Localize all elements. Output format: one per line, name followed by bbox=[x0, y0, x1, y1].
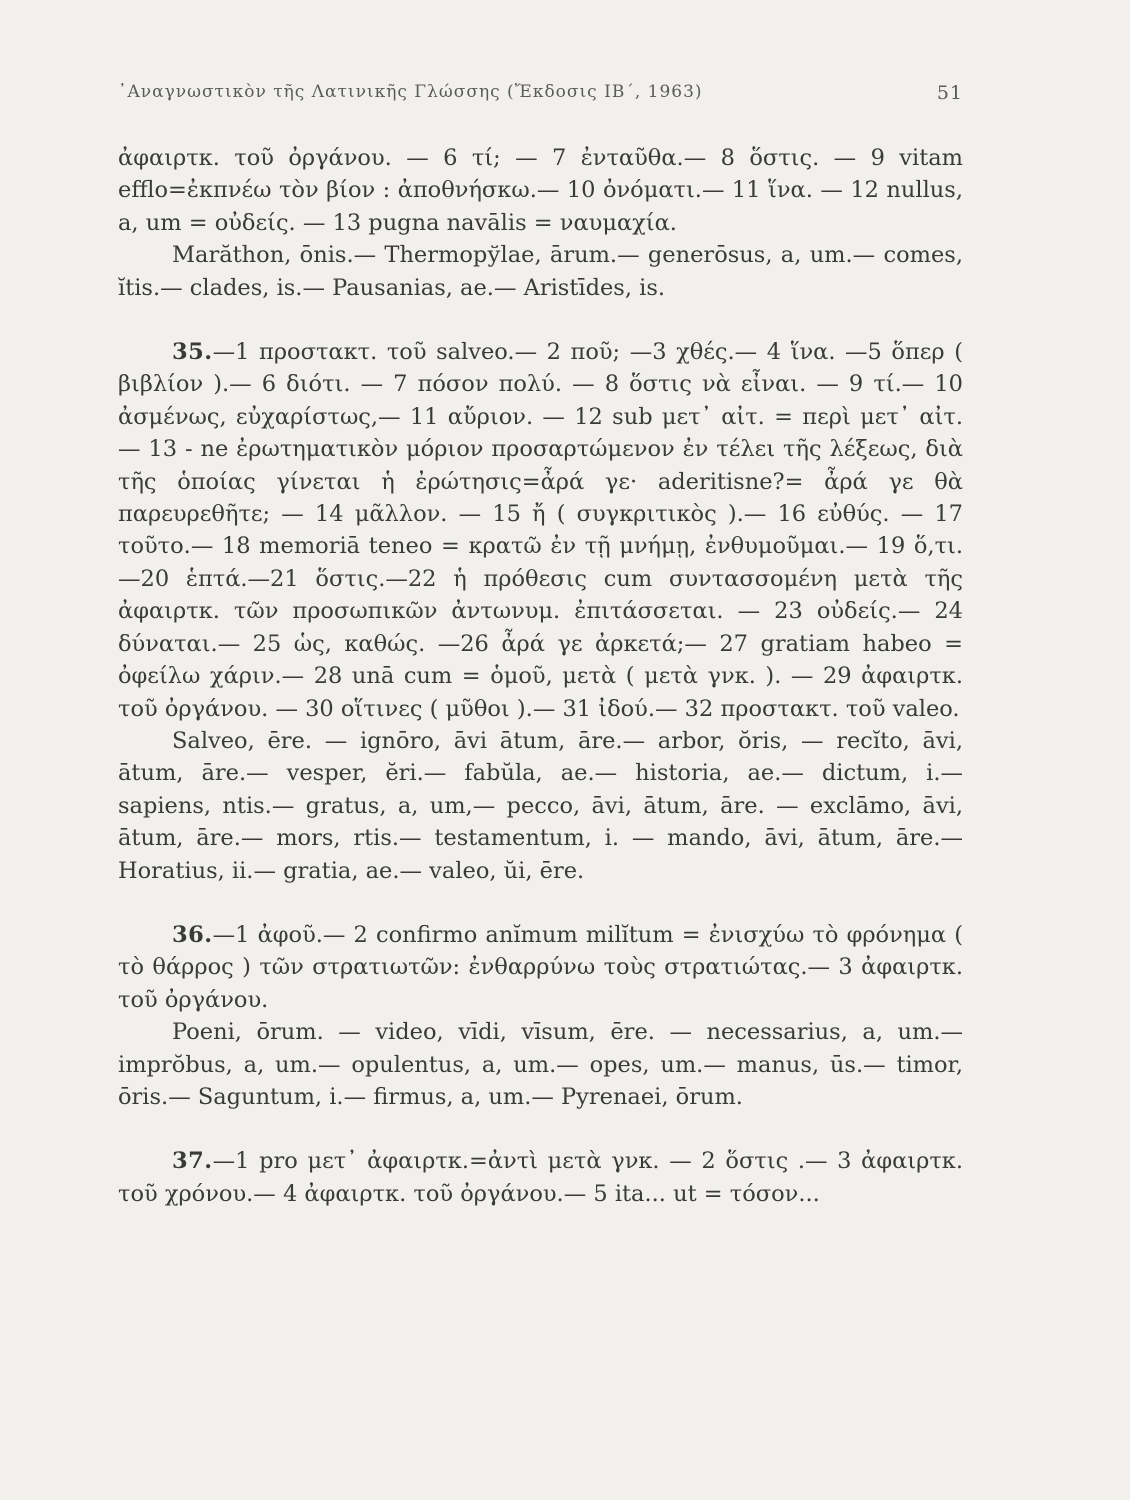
page-number: 51 bbox=[936, 82, 963, 104]
page-body bbox=[118, 142, 963, 1210]
section-35-notes bbox=[118, 336, 963, 725]
section-36-number: 36. bbox=[172, 921, 213, 948]
section-gap bbox=[118, 1113, 963, 1145]
section-gap bbox=[118, 304, 963, 336]
section-37-notes bbox=[118, 1145, 963, 1210]
running-title: ᾿Αναγνωστικὸν τῆς Λατινικῆς Γλώσσης (Ἔκδοσις ΙΒ΄, 1963) bbox=[118, 82, 703, 102]
section-36-notes bbox=[118, 919, 963, 1016]
section-35-number: 35. bbox=[172, 339, 213, 366]
section-36-vocabulary: Poeni, ōrum. — video, vīdi, vīsum, ēre. — necessarius, a, um.—imprŏbus, a, um.— opulentus, a, um.— opes, um.— manus, ūs.— timor, ōris.— Saguntum, i.— firmus, a, um.— Pyrenaei, ōrum. bbox=[118, 1019, 963, 1110]
section-35-vocabulary: Salveo, ēre. — ignōro, āvi ātum, āre.— arbor, ŏris, — recĭto, āvi, ātum, āre.— vesper, ĕri.— fabŭla, ae.— historia, ae.— dictum, i.— sapiens, ntis.— gratus, a, um,— pecco, āvi, ātum, āre. — exclāmo, āvi, ātum, āre.— mors, rtis.— testamentum, i. — mando, āvi, ātum, āre.— Horatius, ii.— gratia, ae.— valeo, ŭi, ēre. bbox=[118, 727, 963, 884]
section-36-notes-text: —1 ἀφοῦ.— 2 confirmo anĭmum milĭtum = ἐνισχύω τὸ φρόνημα ( τὸ θάρρος ) τῶν στρατιωτῶν: ἐνθαρρύνω τοὺς στρατιώτας.— 3 ἀφαιρτκ. τοῦ ὀργάνου. bbox=[118, 921, 963, 1013]
section-34-vocabulary: Marăthon, ōnis.— Thermopўlae, ārum.— generōsus, a, um.— comes, ĭtis.— clades, is.— Pausanias, ae.— Aristīdes, is. bbox=[118, 242, 963, 301]
section-34-notes: ἀφαιρτκ. τοῦ ὀργάνου. — 6 τί; — 7 ἐνταῦθα.— 8 ὅστις. — 9 vitam efflo=ἐκπνέω τὸν βίον : ἀποθνήσκω.— 10 ὀνόματι.— 11 ἵνα. — 12 nullus, a, um = οὐδείς. — 13 pugna navālis = ναυμαχία. bbox=[118, 145, 963, 236]
section-35-notes-text: —1 προστακτ. τοῦ salveo.— 2 ποῦ; —3 χθές.— 4 ἵνα. —5 ὅπερ ( βιβλίον ).— 6 διότι. — 7 πόσον πολύ. — 8 ὅστις νὰ εἶναι. — 9 τί.— 10 ἀσμένως, εὐχαρίστως,— 11 αὔριον. — 12 sub μετ᾽ αἰτ. = περὶ μετ᾽ αἰτ. — 13 - ne ἐρωτηματικὸν μόριον προσαρτώμενον ἐν τέλει τῆς λέξεως, διὰ τῆς ὁποίας γίνεται ἡ ἐρώτησις=ἆρά γε· aderitisne?= ἆρά γε θὰ παρευρεθῆτε; — 14 μᾶλλον. — 15 ἤ ( συγκριτικὸς ).— 16 εὐθύς. — 17 τοῦτο.— 18 memoriā teneo = κρατῶ ἐν τῇ μνήμῃ, ἐνθυμοῦμαι.— 19 ὅ,τι.—20 ἑπτά.—21 ὅστις.—22 ἡ πρόθεσις cum συντασσομένη μετὰ τῆς ἀφαιρτκ. τῶν προσωπικῶν ἀντωνυμ. ἐπιτάσσεται. — 23 οὐδείς.— 24 δύναται.— 25 ὡς, καθώς. —26 ἆρά γε ἀρκετά;— 27 gratiam habeo = ὀφείλω χάριν.— 28 unā cum = ὁμοῦ, μετὰ ( μετὰ γνκ. ). — 29 ἀφαιρτκ. τοῦ ὀργάνου. — 30 οἵτινες ( μῦθοι ).— 31 ἰδού.— 32 προστακτ. τοῦ valeo. bbox=[118, 339, 963, 722]
section-37-number: 37. bbox=[172, 1148, 213, 1175]
section-37-notes-text: —1 pro μετ᾽ ἀφαιρτκ.=ἀντὶ μετὰ γνκ. — 2 ὅστις .— 3 ἀφαιρτκ. τοῦ χρόνου.— 4 ἀφαιρτκ. τοῦ ὀργάνου.— 5 ita... ut = τόσον... bbox=[118, 1148, 963, 1207]
section-gap bbox=[118, 887, 963, 919]
